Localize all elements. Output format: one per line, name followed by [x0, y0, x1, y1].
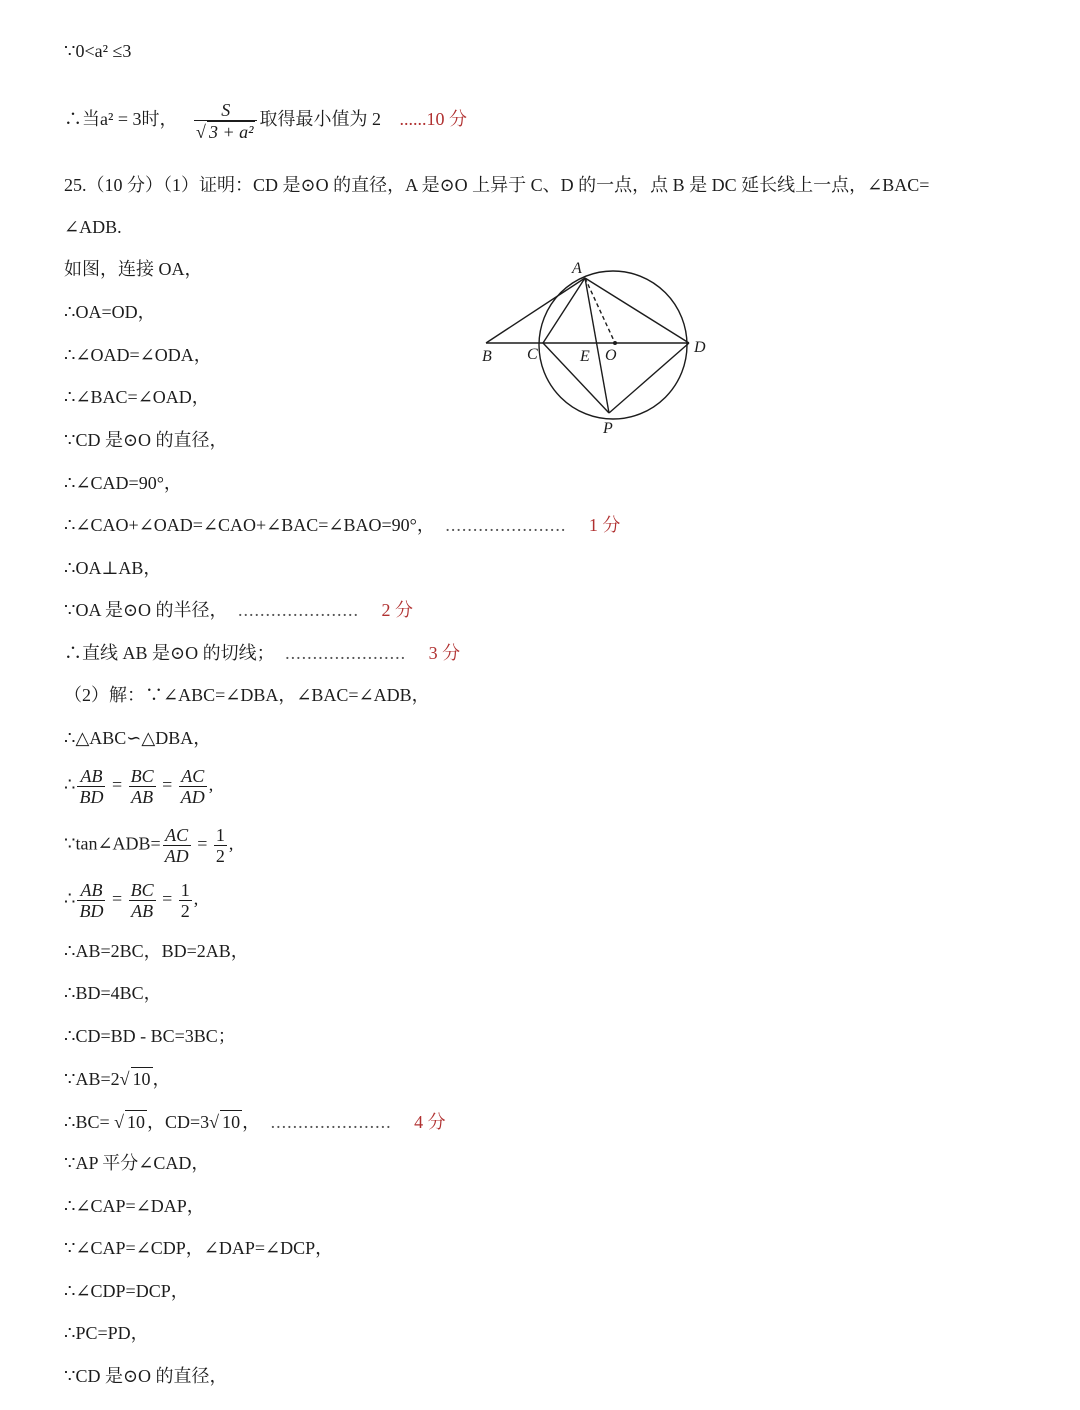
label-p: P — [603, 420, 613, 437]
segment-ba — [486, 278, 585, 343]
line-23: ∵AB=2√ 10 ， — [64, 1069, 171, 1089]
label-o: O — [605, 347, 617, 364]
line-22: ∴CD=BD - BC=3BC； — [64, 1026, 236, 1046]
line-2: ∴当a² = 3时， $\frac{S}{\text{√ 3 + a²}}$ 取得最小值为 2 ......10 分 — [64, 100, 467, 142]
line-18: ∵tan∠ADB= $\frac{AC}{AD}$ = $\frac{1}{2}$ , — [64, 825, 234, 866]
line-7: ∴∠OAD=∠ODA， — [64, 345, 212, 365]
line-21: ∴BD=4BC， — [64, 983, 162, 1003]
score-mark: 3 分 — [428, 643, 461, 663]
line-14: ∴直线 AB 是⊙O 的切线； ...................... 3 分 — [64, 643, 461, 663]
line-3: 25.（10 分）（1）证明：CD 是⊙O 的直径，A 是⊙O 上异于 C、D 的一点，点 B 是 DC 延长线上一点，∠BAC= — [64, 175, 930, 195]
label-a: A — [572, 260, 582, 277]
line-15: （2）解：∵∠ABC=∠DBA，∠BAC=∠ADB， — [64, 685, 430, 705]
line-10: ∴∠CAD=90°， — [64, 473, 182, 493]
line-16: ∴△ABC∽△DBA， — [64, 728, 212, 748]
line-5: 如图，连接 OA， — [64, 259, 203, 279]
score-mark: ......10 分 — [399, 109, 467, 130]
score-mark: 4 分 — [414, 1112, 446, 1132]
label-c: C — [527, 346, 538, 363]
score-mark: 1 分 — [588, 515, 621, 535]
label-e: E — [580, 348, 590, 365]
line-12: ∴OA⊥AB， — [64, 558, 162, 578]
segment-ap — [585, 278, 609, 413]
fraction-s-over-root: $\frac{S}{\text{√ 3 + a²}}$ — [194, 100, 257, 142]
label-d: D — [694, 339, 706, 356]
line-13: ∵OA 是⊙O 的半径， ...................... 2 分 — [64, 600, 414, 620]
line-29: ∴PC=PD， — [64, 1323, 149, 1343]
segment-ac — [543, 278, 585, 343]
line-30: ∵CD 是⊙O 的直径， — [64, 1366, 228, 1386]
line-26: ∴∠CAP=∠DAP， — [64, 1196, 205, 1216]
line-11: ∴∠CAO+∠OAD=∠CAO+∠BAC=∠BAO=90°， ...................... 1 分 — [64, 515, 621, 535]
geometry-figure — [478, 255, 718, 440]
line-9: ∵CD 是⊙O 的直径， — [64, 430, 228, 450]
line-6: ∴OA=OD， — [64, 302, 156, 322]
line-20: ∴AB=2BC，BD=2AB， — [64, 941, 249, 961]
line-28: ∴∠CDP=DCP， — [64, 1281, 189, 1301]
line-27: ∵∠CAP=∠CDP，∠DAP=∠DCP， — [64, 1238, 334, 1258]
point-o — [613, 341, 617, 345]
segment-dp — [609, 343, 689, 413]
line-4: ∠ADB. — [64, 217, 122, 237]
line-17: ∴ $\frac{AB}{BD}$ = $\frac{BC}{AB}$ = $\frac{AC}{AD}$ , — [64, 766, 214, 807]
line-1: ∵0<a² ≤3 — [64, 41, 132, 61]
line-24: ∴BC= √ 10 ，CD=3√ 10 ， ...................... 4 分 — [64, 1112, 446, 1132]
line-19: ∴ $\frac{AB}{BD}$ = $\frac{BC}{AB}$ = $\frac{1}{2}$ , — [64, 880, 199, 921]
line-8: ∴∠BAC=∠OAD， — [64, 387, 210, 407]
label-b: B — [482, 348, 492, 365]
line-25: ∵AP 平分∠CAD， — [64, 1153, 210, 1173]
score-mark: 2 分 — [381, 600, 414, 620]
